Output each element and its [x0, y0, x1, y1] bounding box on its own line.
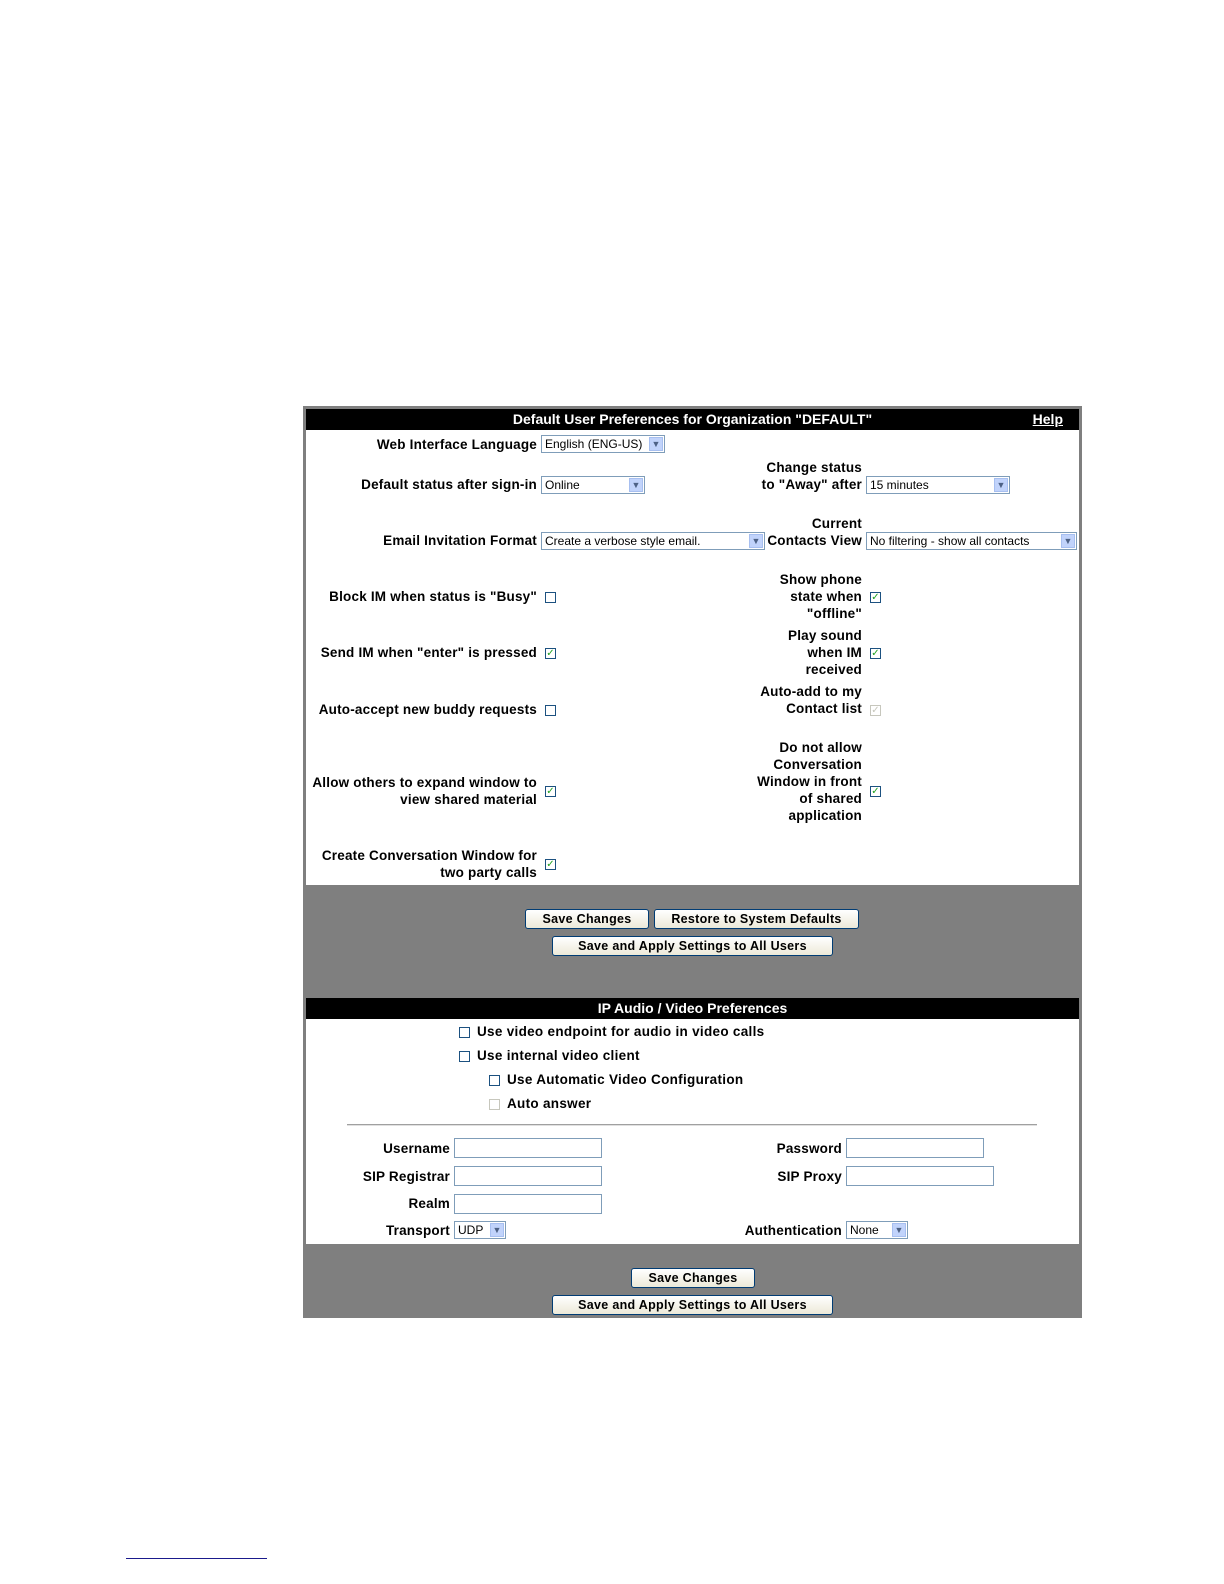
sip-registrar-input[interactable] [454, 1166, 602, 1186]
internal-video-checkbox[interactable] [459, 1051, 470, 1062]
allow-expand-label: Allow others to expand window to view shared material [312, 775, 537, 807]
block-im-label: Block IM when status is "Busy" [329, 589, 537, 604]
chevron-down-icon: ▼ [490, 1223, 504, 1237]
av-save-changes-button[interactable]: Save Changes [631, 1268, 755, 1288]
av-save-apply-all-button[interactable]: Save and Apply Settings to All Users [552, 1295, 833, 1315]
auto-add-checkbox: ✓ [871, 705, 880, 716]
contacts-view-select[interactable] [866, 532, 1077, 550]
language-select-value: English (ENG-US) [545, 437, 643, 451]
play-sound-checkbox[interactable]: ✓ [871, 648, 880, 659]
help-link[interactable]: Help [1032, 411, 1063, 427]
language-select[interactable] [541, 435, 665, 453]
email-format-select[interactable] [541, 532, 765, 550]
send-im-checkbox[interactable]: ✓ [546, 648, 555, 659]
av-preferences-panel [306, 998, 1079, 1244]
block-im-checkbox[interactable] [545, 592, 556, 603]
contacts-view-select-value: No filtering - show all contacts [870, 534, 1030, 548]
phone-state-checkbox[interactable]: ✓ [871, 592, 880, 603]
create-window-label: Create Conversation Window for two party calls [321, 848, 537, 880]
chevron-down-icon: ▼ [629, 478, 643, 492]
away-select-value: 15 minutes [870, 478, 929, 492]
play-sound-label: Play sound when IM received [787, 628, 862, 677]
auto-answer-label: Auto answer [507, 1096, 592, 1111]
authentication-select-value: None [850, 1223, 879, 1237]
section-divider [347, 1124, 1037, 1126]
video-endpoint-checkbox[interactable] [459, 1027, 470, 1038]
transport-select-value: UDP [458, 1223, 484, 1237]
away-select[interactable] [866, 476, 1010, 494]
authentication-select[interactable] [846, 1221, 908, 1239]
phone-state-label: Show phone state when "offline" [779, 572, 862, 621]
restore-defaults-button[interactable]: Restore to System Defaults [654, 909, 859, 929]
transport-select[interactable] [454, 1221, 506, 1239]
chevron-down-icon: ▼ [649, 437, 663, 451]
auto-accept-label: Auto-accept new buddy requests [318, 702, 537, 717]
do-not-allow-label: Do not allow Conversation Window in front of shared application [757, 740, 862, 823]
save-apply-all-button[interactable]: Save and Apply Settings to All Users [552, 936, 833, 956]
chevron-down-icon: ▼ [994, 478, 1008, 492]
auto-video-config-label: Use Automatic Video Configuration [507, 1072, 744, 1087]
user-preferences-panel [306, 409, 1079, 885]
internal-video-label: Use internal video client [477, 1048, 640, 1063]
sip-registrar-label: SIP Registrar [362, 1169, 450, 1184]
do-not-allow-checkbox[interactable]: ✓ [871, 786, 880, 797]
auto-add-label: Auto-add to my Contact list [760, 684, 862, 716]
password-input[interactable] [846, 1138, 984, 1158]
preferences-frame [303, 406, 1082, 1318]
username-label: Username [383, 1141, 450, 1156]
contacts-view-label: Current Contacts View [767, 516, 862, 548]
status-select[interactable] [541, 476, 645, 494]
email-format-select-value: Create a verbose style email. [545, 534, 701, 548]
send-im-label: Send IM when "enter" is pressed [320, 645, 537, 660]
language-label: Web Interface Language [376, 437, 537, 452]
email-format-label: Email Invitation Format [383, 533, 537, 548]
authentication-label: Authentication [744, 1223, 842, 1238]
status-label: Default status after sign-in [361, 477, 537, 492]
footnote-rule [126, 1558, 267, 1559]
auto-accept-checkbox[interactable] [545, 705, 556, 716]
av-preferences-title: IP Audio / Video Preferences [306, 998, 1079, 1019]
realm-input[interactable] [454, 1194, 602, 1214]
create-window-checkbox[interactable]: ✓ [546, 859, 555, 870]
sip-proxy-label: SIP Proxy [777, 1169, 842, 1184]
sip-proxy-input[interactable] [846, 1166, 994, 1186]
realm-label: Realm [408, 1196, 450, 1211]
chevron-down-icon: ▼ [1061, 534, 1075, 548]
video-endpoint-label: Use video endpoint for audio in video calls [477, 1024, 765, 1039]
save-changes-button[interactable]: Save Changes [525, 909, 649, 929]
user-preferences-title: Default User Preferences for Organization "DEFAULT" [306, 409, 1079, 430]
status-select-value: Online [545, 478, 580, 492]
allow-expand-checkbox[interactable]: ✓ [546, 786, 555, 797]
chevron-down-icon: ▼ [749, 534, 763, 548]
chevron-down-icon: ▼ [892, 1223, 906, 1237]
transport-label: Transport [385, 1223, 450, 1238]
away-label: Change status to "Away" after [761, 460, 862, 492]
auto-video-config-checkbox[interactable] [489, 1075, 500, 1086]
password-label: Password [776, 1141, 842, 1156]
auto-answer-checkbox [489, 1099, 500, 1110]
username-input[interactable] [454, 1138, 602, 1158]
